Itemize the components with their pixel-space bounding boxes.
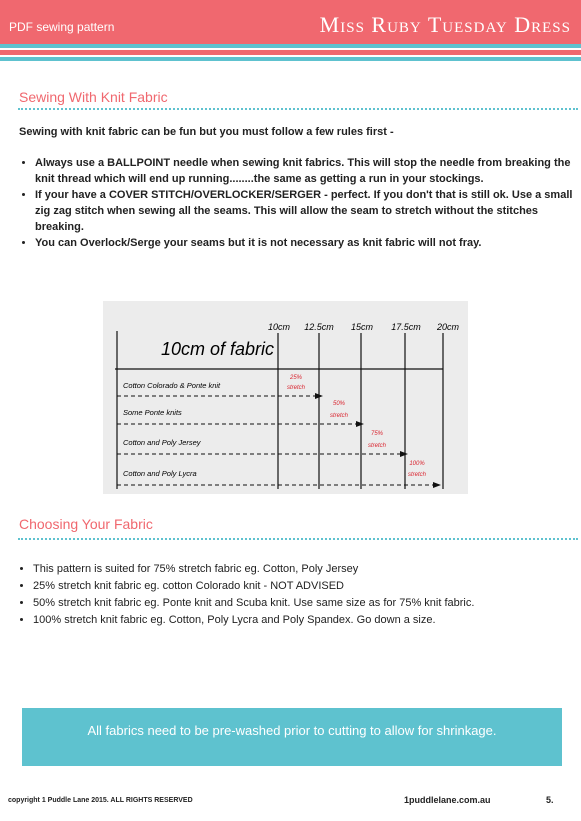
intro-text: Sewing with knit fabric can be fun but you must follow a few rules first -	[19, 126, 394, 138]
scale-label: 17.5cm	[391, 322, 421, 332]
scale-label: 10cm	[267, 322, 291, 332]
arrowhead	[433, 482, 441, 488]
banner-text: All fabrics need to be pre-washed prior to cutting to allow for shrinkage.	[87, 723, 497, 738]
scale-label: 15cm	[350, 322, 374, 332]
stretch-word: stretch	[286, 385, 306, 391]
section-title-knit: Sewing With Knit Fabric	[19, 89, 168, 105]
stretch-percent: 100%	[409, 461, 425, 467]
website-text: 1puddlelane.com.au	[404, 795, 491, 805]
fabric-row-label: Cotton Colorado & Ponte knit	[123, 381, 221, 390]
header-label: PDF sewing pattern	[9, 20, 115, 34]
stretch-word: stretch	[407, 472, 427, 478]
diagram-title: 10cm of fabric	[161, 339, 275, 359]
list-item: • 100% stretch knit fabric eg. Cotton, Poly Lycra and Poly Spandex. Go down a size.	[33, 612, 573, 629]
document-title: Miss Ruby Tuesday Dress	[319, 12, 571, 37]
list-item: • 50% stretch knit fabric eg. Ponte knit and Scuba knit. Use same size as for 75% knit fabric.	[33, 595, 573, 612]
list-item: • You can Overlock/Serge your seams but it is not necessary as knit fabric will not fray.	[35, 235, 575, 251]
stretch-diagram-svg	[103, 301, 468, 494]
prewash-banner	[22, 708, 562, 766]
list-item: • 25% stretch knit fabric eg. cotton Colorado knit - NOT ADVISED	[33, 578, 573, 595]
copyright-text: copyright 1 Puddle Lane 2015. ALL RIGHTS RESERVED	[8, 797, 193, 804]
fabric-list	[19, 561, 573, 629]
arrowhead	[356, 421, 364, 427]
header-stripe	[0, 57, 581, 61]
dotted-divider	[18, 538, 578, 540]
header-bar	[0, 0, 581, 44]
dotted-divider	[18, 108, 578, 110]
fabric-row-label: Some Ponte knits	[123, 408, 182, 417]
stretch-word: stretch	[367, 443, 387, 449]
fabric-row-label: Cotton and Poly Jersey	[123, 438, 201, 447]
stretch-percent: 75%	[370, 431, 384, 437]
stretch-word: stretch	[329, 413, 349, 419]
arrowhead	[400, 451, 408, 457]
rules-list	[19, 155, 575, 251]
list-item: • Always use a BALLPOINT needle when sewing knit fabrics. This will stop the needle from breaking the knit thread which will end up running........the same as getting a run in your stockings.	[35, 155, 575, 187]
scale-label: 12.5cm	[304, 322, 334, 332]
scale-label: 20cm	[436, 322, 460, 332]
stretch-percent: 50%	[332, 401, 346, 407]
stretch-diagram	[103, 301, 468, 494]
list-item: • This pattern is suited for 75% stretch fabric eg. Cotton, Poly Jersey	[33, 561, 573, 578]
list-item: • If your have a COVER STITCH/OVERLOCKER/SERGER - perfect. If you don't that is still ok. Use a small zig zag stitch when sewing all the seams. This will allow the seam to stretch without the stitches breaking.	[35, 187, 575, 235]
section-title-fabric: Choosing Your Fabric	[19, 516, 153, 532]
page-number: 5.	[546, 795, 554, 805]
stretch-percent: 25%	[289, 375, 303, 381]
fabric-row-label: Cotton and Poly Lycra	[123, 469, 197, 478]
